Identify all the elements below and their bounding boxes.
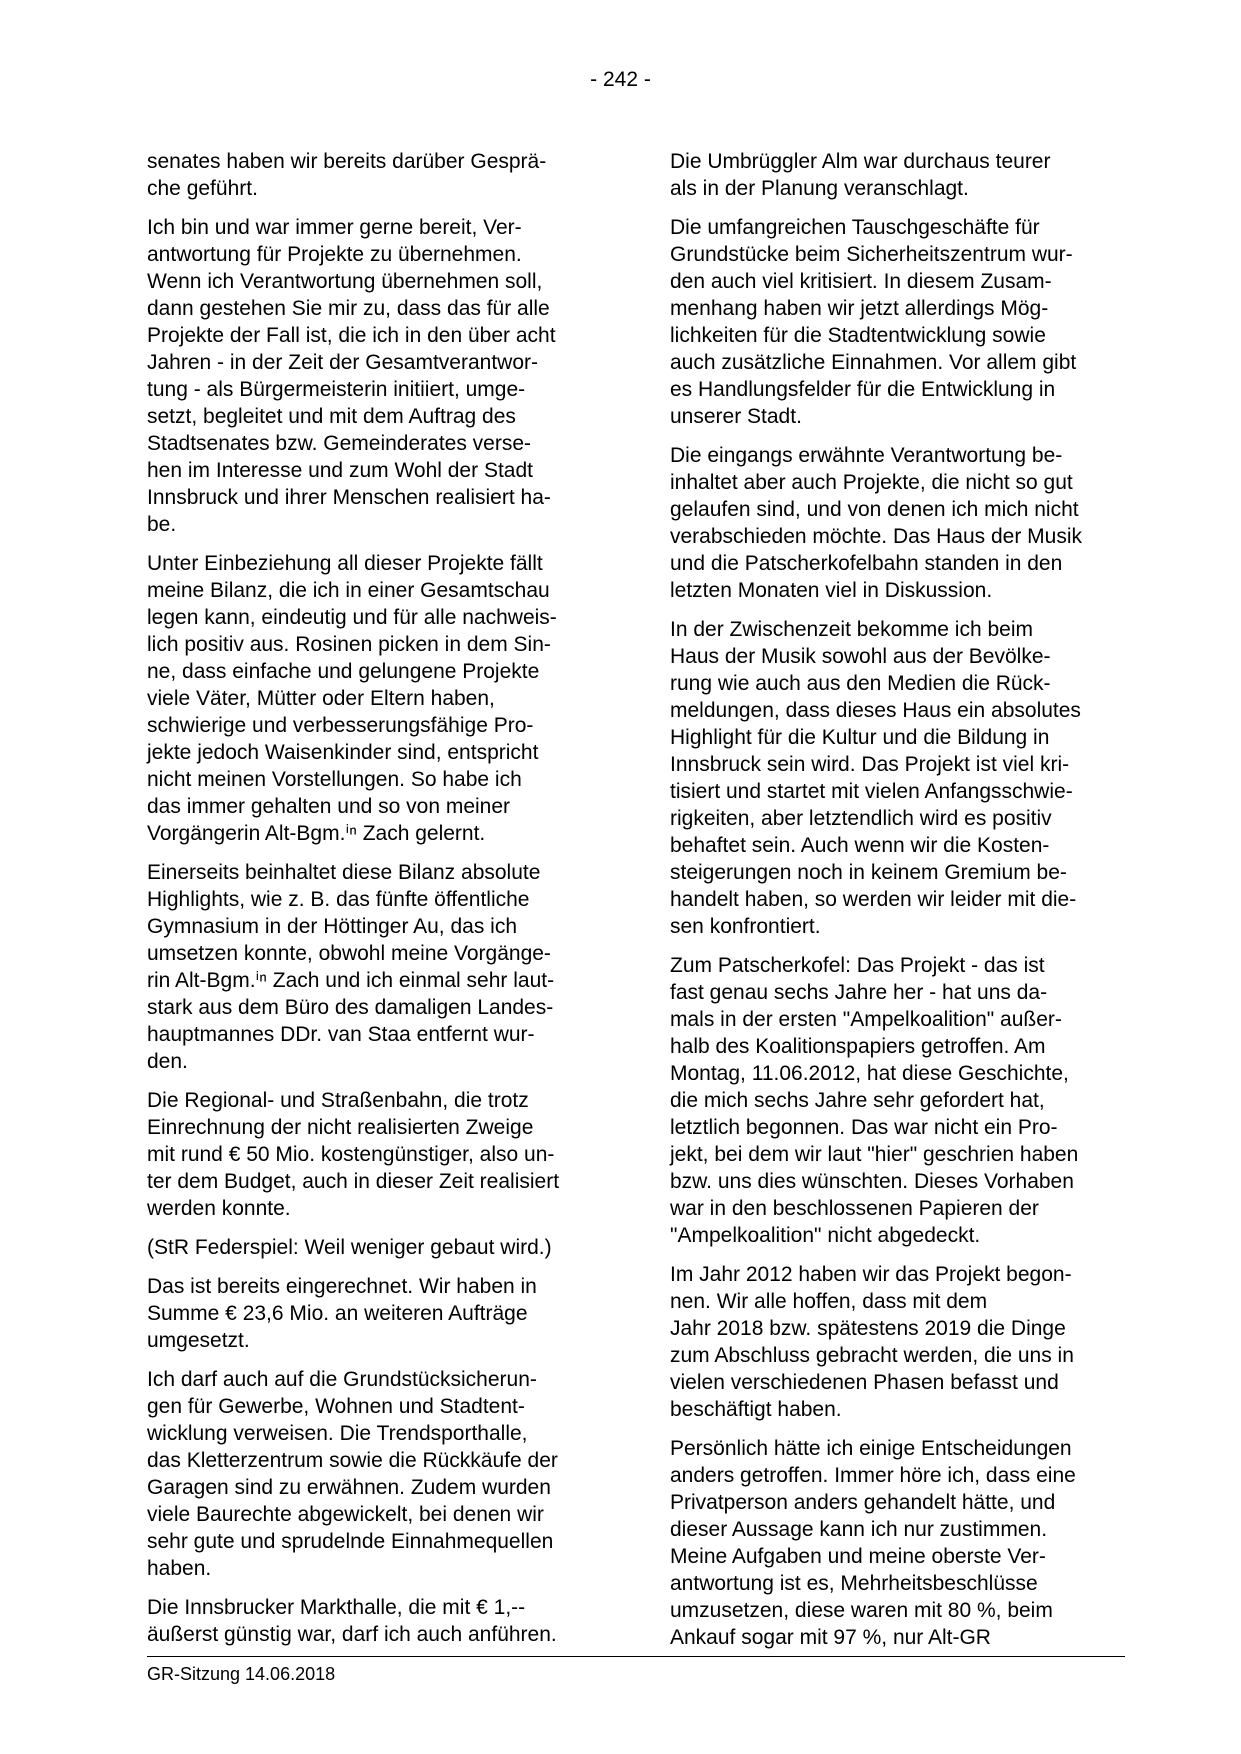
- paragraph: Ich darf auch auf die Grundstücksicherun- gen für Gewerbe, Wohnen und Stadtent- wicklung verweisen. Die Trendsporthalle, das Kletterzentrum sowie die Rückkäufe der Garagen sind zu erwähnen. Zudem wurden viele Baurechte abgewickelt, bei denen wir sehr gute und sprudelnde Einnahmequellen haben.: [147, 1368, 558, 1580]
- footer-divider: [147, 1656, 1125, 1657]
- page-number: - 242 -: [590, 68, 651, 91]
- paragraph: Persönlich hätte ich einige Entscheidungen anders getroffen. Immer höre ich, dass eine Privatperson anders gehandelt hätte, und dieser Aussage kann ich nur zustimmen. Meine Aufgaben und meine oberste Ver- antwortung ist es, Mehrheitsbeschlüsse umzusetzen, diese waren mit 80 %, beim Ankauf sogar mit 97 %, nur Alt-GR: [670, 1437, 1076, 1649]
- paragraph: senates haben wir bereits darüber Gesprä- che geführt.: [147, 150, 547, 200]
- paragraph: Die umfangreichen Tauschgeschäfte für Grundstücke beim Sicherheitszentrum wur- den auch viel kritisiert. In diesem Zusam- menhang haben wir jetzt allerdings Mög- lichkeiten für die Stadtentwicklung sowie auch zusätzliche Einnahmen. Vor allem gibt es Handlungsfelder für die Entwicklung in unserer Stadt.: [670, 216, 1077, 428]
- paragraph: Unter Einbeziehung all dieser Projekte fällt meine Bilanz, die ich in einer Gesamtschau legen kann, eindeutig und für alle nachweis- lich positiv aus. Rosinen picken in dem Sin- ne, dass einfache und gelungene Projekte viele Väter, Mütter oder Eltern haben, schwierige und verbesserungsfähige Pro- jekte jedoch Waisenkinder sind, entspricht nicht meinen Vorstellungen. So habe ich das immer gehalten und so von meiner Vorgängerin Alt-Bgm.ⁱⁿ Zach gelernt.: [147, 552, 557, 845]
- paragraph: Die Innsbrucker Markthalle, die mit € 1,-- äußerst günstig war, darf ich auch anführen.: [147, 1596, 557, 1646]
- right-column: [670, 148, 1120, 1663]
- paragraph: Die Regional- und Straßenbahn, die trotz Einrechnung der nicht realisierten Zweige mit rund € 50 Mio. kostengünstiger, also un- ter dem Budget, auch in dieser Zeit realisiert werden konnte.: [147, 1089, 560, 1220]
- paragraph: Die Umbrüggler Alm war durchaus teurer als in der Planung veranschlagt.: [670, 150, 1051, 200]
- paragraph: Ich bin und war immer gerne bereit, Ver- antwortung für Projekte zu übernehmen. Wenn ich Verantwortung übernehmen soll, dann gestehen Sie mir zu, dass das für alle Projekte der Fall ist, die ich in den über acht Jahren - in der Zeit der Gesamtverantwor- tung - als Bürgermeisterin initiiert, umge- setzt, begleitet und mit dem Auftrag des Stadtsenates bzw. Gemeinderates verse- hen im Interesse und zum Wohl der Stadt Innsbruck und ihrer Menschen realisiert ha- be.: [147, 216, 556, 536]
- paragraph: (StR Federspiel: Weil weniger gebaut wird.): [147, 1236, 552, 1259]
- paragraph: Im Jahr 2012 haben wir das Projekt begon- nen. Wir alle hoffen, dass mit dem Jahr 2018 bzw. spätestens 2019 die Dinge zum Abschluss gebracht werden, die uns in vielen verschiedenen Phasen befasst und beschäftigt haben.: [670, 1263, 1074, 1421]
- footer-session-date: GR-Sitzung 14.06.2018: [147, 1664, 336, 1684]
- paragraph: Das ist bereits eingerechnet. Wir haben in Summe € 23,6 Mio. an weiteren Aufträge umgesetzt.: [147, 1275, 537, 1352]
- paragraph: Zum Patscherkofel: Das Projekt - das ist fast genau sechs Jahre her - hat uns da- mals in der ersten "Ampelkoalition" außer- halb des Koalitionspapiers getroffen. Am Montag, 11.06.2012, hat diese Geschichte, die mich sechs Jahre sehr gefordert hat, letztlich begonnen. Das war nicht ein Pro- jekt, bei dem wir laut "hier" geschrien haben bzw. uns dies wünschten. Dieses Vorhaben war in den beschlossenen Papieren der "Ampelkoalition" nicht abgedeckt.: [670, 954, 1079, 1247]
- paragraph: Einerseits beinhaltet diese Bilanz absolute Highlights, wie z. B. das fünfte öffentliche Gymnasium in der Höttinger Au, das ich umsetzen konnte, obwohl meine Vorgänge- rin Alt-Bgm.ⁱⁿ Zach und ich einmal sehr laut- stark aus dem Büro des damaligen Landes- hauptmannes DDr. van Staa entfernt wur- den.: [147, 861, 555, 1073]
- left-column: [147, 148, 597, 1660]
- paragraph: Die eingangs erwähnte Verantwortung be- inhaltet aber auch Projekte, die nicht so gut gelaufen sind, und von denen ich mich nicht verabschieden möchte. Das Haus der Musik und die Patscherkofelbahn standen in den letzten Monaten viel in Diskussion.: [670, 444, 1083, 602]
- paragraph: In der Zwischenzeit bekomme ich beim Haus der Musik sowohl aus der Bevölke- rung wie auch aus den Medien die Rück- meldungen, dass dieses Haus ein absolutes Highlight für die Kultur und die Bildung in Innsbruck sein wird. Das Projekt ist viel kri- tisiert und startet mit vielen Anfangsschwie- rigkeiten, aber letztendlich wird es positiv behaftet sein. Auch wenn wir die Kosten- steigerungen noch in keinem Gremium be- handelt haben, so werden wir leider mit die- sen konfrontiert.: [670, 618, 1081, 938]
